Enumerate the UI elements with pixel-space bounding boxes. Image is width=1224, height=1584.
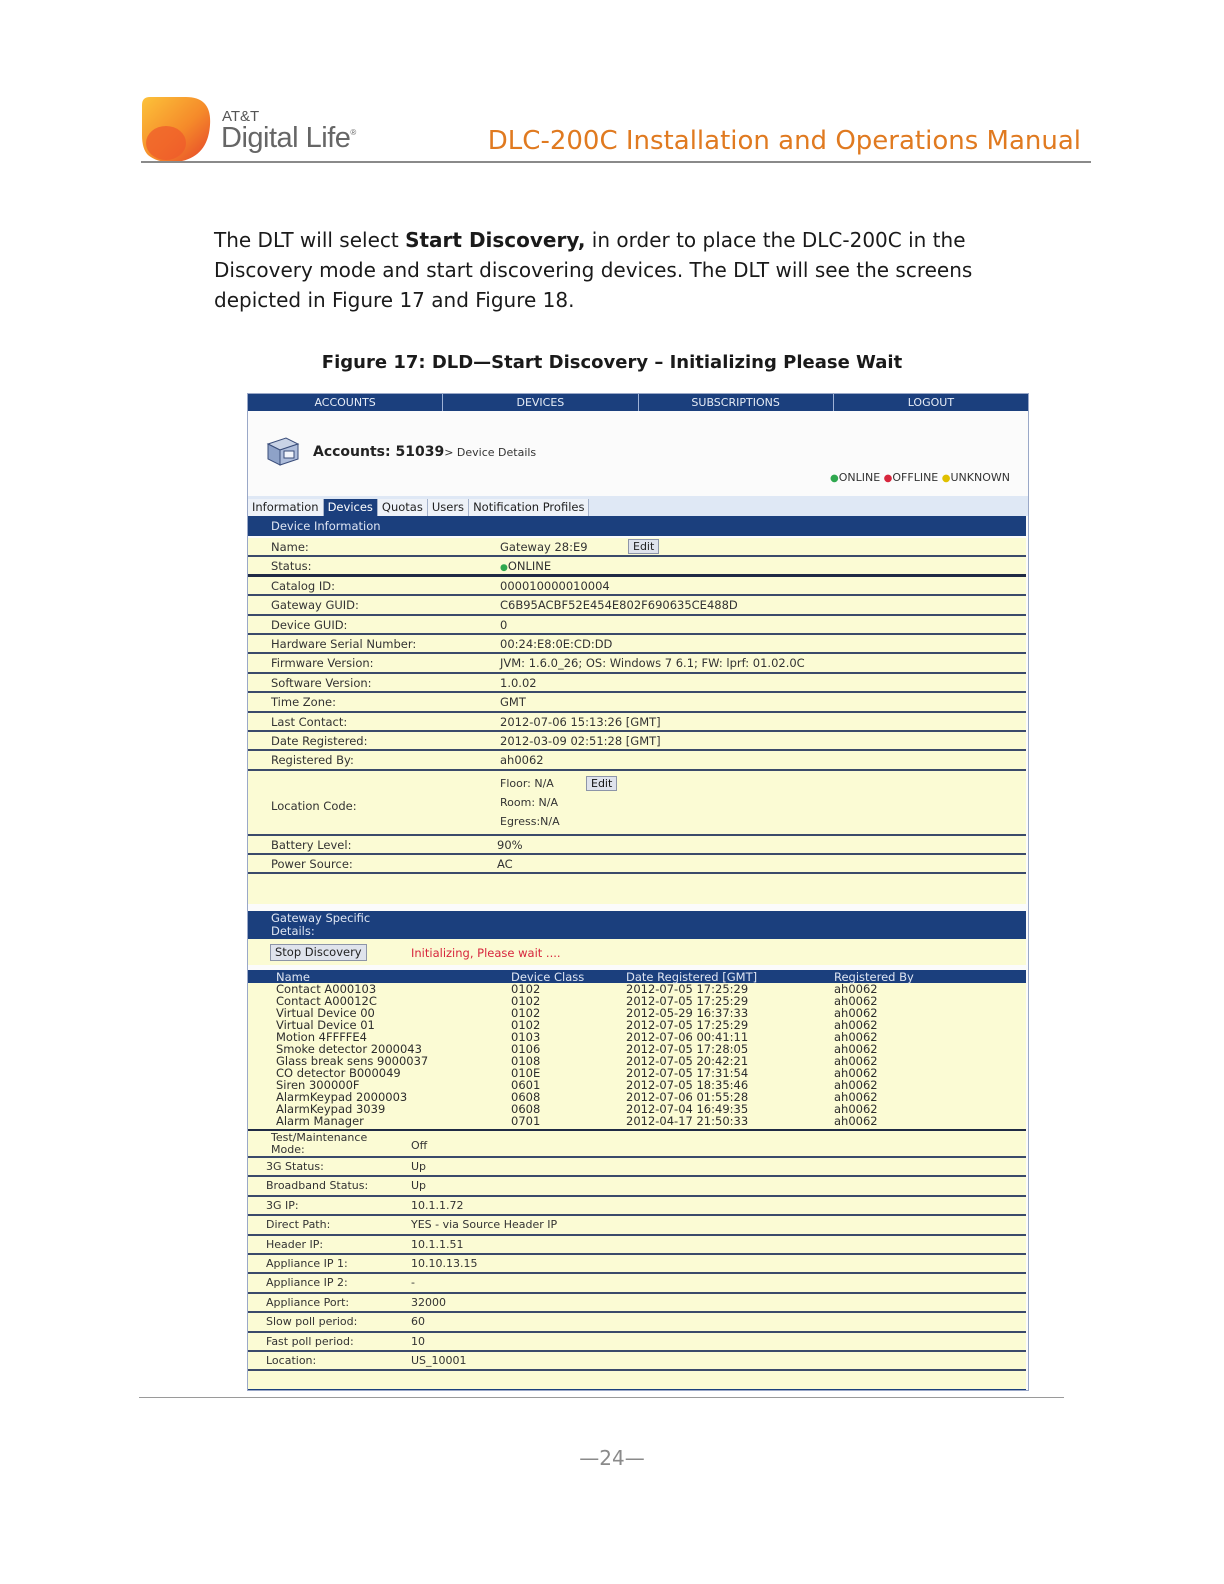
table-row[interactable]: AlarmKeypad 3039 0608 2012-07-04 16:49:35 ah0062 bbox=[276, 1102, 878, 1116]
manual-title: DLC-200C Installation and Operations Manual bbox=[487, 126, 1081, 156]
figure-caption: Figure 17: DLD—Start Discovery – Initializing Please Wait bbox=[321, 352, 903, 373]
name-value: Gateway 28:E9 bbox=[500, 540, 588, 554]
device-table-header: Name Device Class Date Registered [GMT] Registered By bbox=[248, 970, 1026, 983]
battery-row: Battery Level: 90% bbox=[248, 836, 1026, 855]
table-row[interactable]: Siren 300000F 0601 2012-07-05 18:35:46 ah0062 bbox=[276, 1078, 878, 1092]
gateway-row: Appliance IP 2: - bbox=[248, 1274, 1026, 1293]
header-rule bbox=[141, 161, 1091, 163]
table-row[interactable]: Contact A000103 0102 2012-07-05 17:25:29 ah0062 bbox=[276, 982, 878, 996]
location-code-label: Location Code: bbox=[271, 798, 357, 813]
table-row[interactable]: CO detector B000049 010E 2012-07-05 17:31:54 ah0062 bbox=[276, 1066, 878, 1080]
device-box-icon bbox=[264, 436, 300, 466]
footer-rule bbox=[139, 1397, 1064, 1398]
power-row: Power Source: AC bbox=[248, 855, 1026, 874]
info-row: Registered By: ah0062 bbox=[248, 751, 1026, 770]
gateway-row: 3G Status: Up bbox=[248, 1158, 1026, 1177]
gateway-details-header: Gateway Specific Details: bbox=[248, 911, 1026, 939]
table-row[interactable]: Alarm Manager 0701 2012-04-17 21:50:33 ah0062 bbox=[276, 1114, 878, 1128]
info-row: Last Contact: 2012-07-06 15:13:26 [GMT] bbox=[248, 713, 1026, 732]
info-row: Device GUID: 0 bbox=[248, 616, 1026, 635]
info-row: Hardware Serial Number: 00:24:E8:0E:CD:DD bbox=[248, 635, 1026, 654]
edit-location-button[interactable]: Edit bbox=[586, 776, 617, 791]
table-row[interactable]: Motion 4FFFFE4 0103 2012-07-06 00:41:11 ah0062 bbox=[276, 1030, 878, 1044]
tab-devices[interactable]: Devices bbox=[324, 499, 378, 516]
unknown-dot-icon: ● bbox=[941, 473, 951, 484]
test-mode-label: Test/Maintenance Mode: bbox=[271, 1131, 368, 1156]
bottom-pad bbox=[248, 1371, 1026, 1391]
nav-logout[interactable]: LOGOUT bbox=[907, 396, 955, 409]
tab-information[interactable]: Information bbox=[248, 499, 324, 516]
tab-users[interactable]: Users bbox=[428, 499, 469, 516]
gateway-row: Broadband Status: Up bbox=[248, 1177, 1026, 1196]
device-info-rows bbox=[248, 538, 1026, 904]
intro-paragraph: The DLT will select Start Discovery, in order to place the DLC-200C in the Discovery mode and start discovering devices. The DLT will see the screens depicted in Figure 17 and Figure 18. bbox=[214, 228, 973, 312]
discovery-toolbar bbox=[248, 939, 1026, 965]
table-row[interactable]: AlarmKeypad 2000003 0608 2012-07-06 01:55:28 ah0062 bbox=[276, 1090, 878, 1104]
device-info-header: Device Information bbox=[248, 516, 1026, 536]
info-row: Software Version: 1.0.02 bbox=[248, 674, 1026, 693]
initializing-message: Initializing, Please wait .... bbox=[411, 946, 561, 960]
gateway-row: Slow poll period: 60 bbox=[248, 1313, 1026, 1332]
table-row[interactable]: Virtual Device 01 0102 2012-07-05 17:25:29 ah0062 bbox=[276, 1018, 878, 1032]
test-mode-row bbox=[248, 1131, 1026, 1158]
nav-subscriptions[interactable]: SUBSCRIPTIONS bbox=[639, 394, 834, 411]
location-code-row bbox=[248, 771, 1026, 836]
device-table-body bbox=[248, 983, 1026, 1131]
room-value: Room: N/A bbox=[500, 795, 558, 809]
nav-devices[interactable]: DEVICES bbox=[443, 394, 638, 411]
gateway-detail-rows bbox=[248, 1131, 1026, 1391]
breadcrumb: > Device Details bbox=[444, 446, 537, 459]
gateway-row: Fast poll period: 10 bbox=[248, 1333, 1026, 1352]
name-label: Name: bbox=[271, 540, 309, 554]
info-row: Date Registered: 2012-03-09 02:51:28 [GMT] bbox=[248, 732, 1026, 751]
status-legend: ●ONLINE ●OFFLINE ●UNKNOWN bbox=[829, 471, 1010, 484]
status-value: ●ONLINE bbox=[500, 559, 552, 574]
offline-dot-icon: ● bbox=[883, 473, 893, 484]
nav-accounts[interactable]: ACCOUNTS bbox=[248, 394, 443, 411]
online-dot-icon: ● bbox=[500, 563, 508, 574]
gateway-row: 3G IP: 10.1.1.72 bbox=[248, 1197, 1026, 1216]
section-spacer bbox=[248, 874, 1026, 904]
dld-screenshot bbox=[247, 393, 1029, 1391]
device-table bbox=[248, 970, 1026, 1131]
online-dot-icon: ● bbox=[829, 473, 839, 484]
table-row[interactable]: Virtual Device 00 0102 2012-05-29 16:37:33 ah0062 bbox=[276, 1006, 878, 1020]
gateway-row: Direct Path: YES - via Source Header IP bbox=[248, 1216, 1026, 1235]
gateway-row: Header IP: 10.1.1.51 bbox=[248, 1236, 1026, 1255]
info-row: Time Zone: GMT bbox=[248, 693, 1026, 712]
table-row[interactable]: Smoke detector 2000043 0106 2012-07-05 17:28:05 ah0062 bbox=[276, 1042, 878, 1056]
test-mode-value: Off bbox=[411, 1139, 428, 1152]
gateway-row: Location: US_10001 bbox=[248, 1352, 1026, 1371]
tab-notification-profiles[interactable]: Notification Profiles bbox=[469, 499, 589, 516]
start-discovery-emphasis: Start Discovery, bbox=[405, 228, 586, 252]
table-row[interactable]: Glass break sens 9000037 0108 2012-07-05 20:42:21 ah0062 bbox=[276, 1054, 878, 1068]
status-label: Status: bbox=[271, 559, 312, 574]
floor-value: Floor: N/A bbox=[500, 776, 554, 790]
gateway-row: Appliance IP 1: 10.10.13.15 bbox=[248, 1255, 1026, 1274]
detail-tabs bbox=[248, 496, 1028, 516]
account-heading: Accounts: 51039> Device Details bbox=[313, 444, 537, 460]
att-logo-icon bbox=[142, 95, 212, 163]
egress-value: Egress:N/A bbox=[500, 814, 560, 828]
edit-name-button[interactable]: Edit bbox=[628, 539, 659, 554]
gateway-row: Appliance Port: 32000 bbox=[248, 1294, 1026, 1313]
info-row: Catalog ID: 000010000010004 bbox=[248, 577, 1026, 596]
info-row: Firmware Version: JVM: 1.6.0_26; OS: Windows 7 6.1; FW: lprf: 01.02.0C bbox=[248, 654, 1026, 673]
registered-mark: ® bbox=[350, 128, 356, 137]
brand-label: AT&T bbox=[222, 108, 260, 125]
page-number: —24— bbox=[579, 1446, 645, 1470]
product-label: Digital Life® bbox=[221, 122, 356, 154]
name-row bbox=[248, 538, 1026, 557]
table-row[interactable]: Contact A00012C 0102 2012-07-05 17:25:29 ah0062 bbox=[276, 994, 878, 1008]
stop-discovery-button[interactable]: Stop Discovery bbox=[270, 944, 367, 961]
tab-quotas[interactable]: Quotas bbox=[378, 499, 428, 516]
status-row bbox=[248, 557, 1026, 576]
top-nav bbox=[248, 394, 1028, 411]
info-row: Gateway GUID: C6B95ACBF52E454E802F690635CE488D bbox=[248, 596, 1026, 615]
